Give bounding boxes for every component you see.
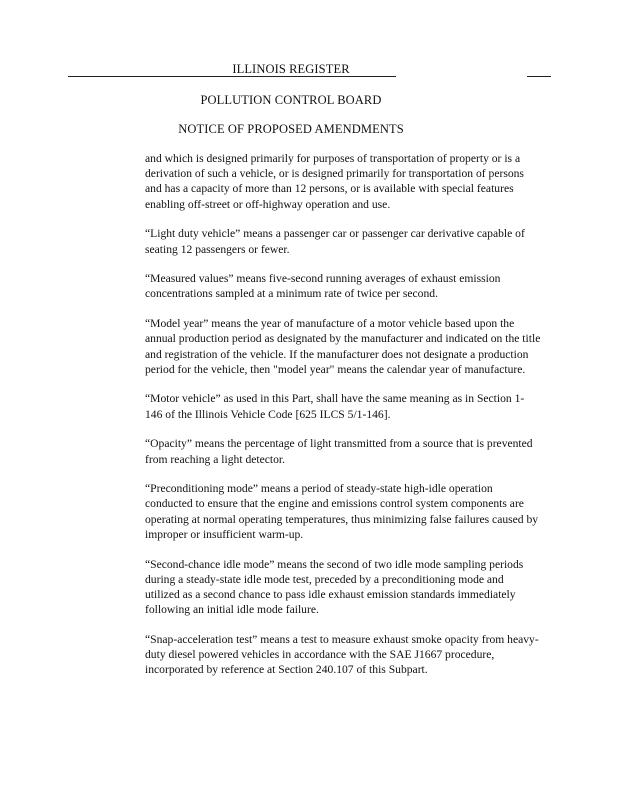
definition-preconditioning-mode: “Preconditioning mode” means a period of steady-state high-idle operation conducted to ensure that the engine and emissions control system components are operating at normal operating temperatures, thus minimizing false failures caused by improper or insufficient warm-up. — [145, 482, 539, 541]
definition-light-duty-vehicle: “Light duty vehicle” means a passenger car or passenger car derivative capable of seating 12 passengers or fewer. — [145, 227, 525, 256]
definition-snap-acceleration-test: “Snap-acceleration test” means a test to measure exhaust smoke opacity from heavy-duty diesel powered vehicles in accordance with the SAE J1667 procedure, incorporated by reference at Section 240.107 of this Subpart. — [145, 632, 539, 677]
definition-model-year: “Model year” means the year of manufacture of a motor vehicle based upon the annual production period as designated by the manufacturer and indicated on the title and registration of the vehicle. If the manufacturer does not designate a production period for the vehicle, then "model year" means the calendar year of manufacture. — [145, 317, 541, 376]
paragraph-continuation: and which is designed primarily for purposes of transportation of property or is a derivation of such a vehicle, or is designed primarily for transportation of persons and has a capacity of more than 12 persons, or is available with special features enabling off-street or off-highway operation and use. — [145, 152, 524, 211]
definition-opacity: “Opacity” means the percentage of light transmitted from a source that is prevented from reaching a light detector. — [145, 437, 533, 466]
register-title: ILLINOIS REGISTER — [232, 62, 350, 76]
document-body — [145, 151, 541, 692]
board-title: POLLUTION CONTROL BOARD — [200, 93, 382, 107]
definition-measured-values: “Measured values” means five-second running averages of exhaust emission concentrations sampled at a minimum rate of twice per second. — [145, 272, 501, 301]
definition-motor-vehicle: “Motor vehicle” as used in this Part, shall have the same meaning as in Section 1-146 of the Illinois Vehicle Code [625 ILCS 5/1-146]. — [145, 392, 525, 421]
definition-second-chance-idle-mode: “Second-chance idle mode” means the second of two idle mode sampling periods during a steady-state idle mode test, preceded by a preconditioning mode and utilized as a second chance to pass idle exhaust emission standards immediately following an initial idle mode failure. — [145, 557, 524, 617]
notice-title: NOTICE OF PROPOSED AMENDMENTS — [178, 122, 404, 136]
